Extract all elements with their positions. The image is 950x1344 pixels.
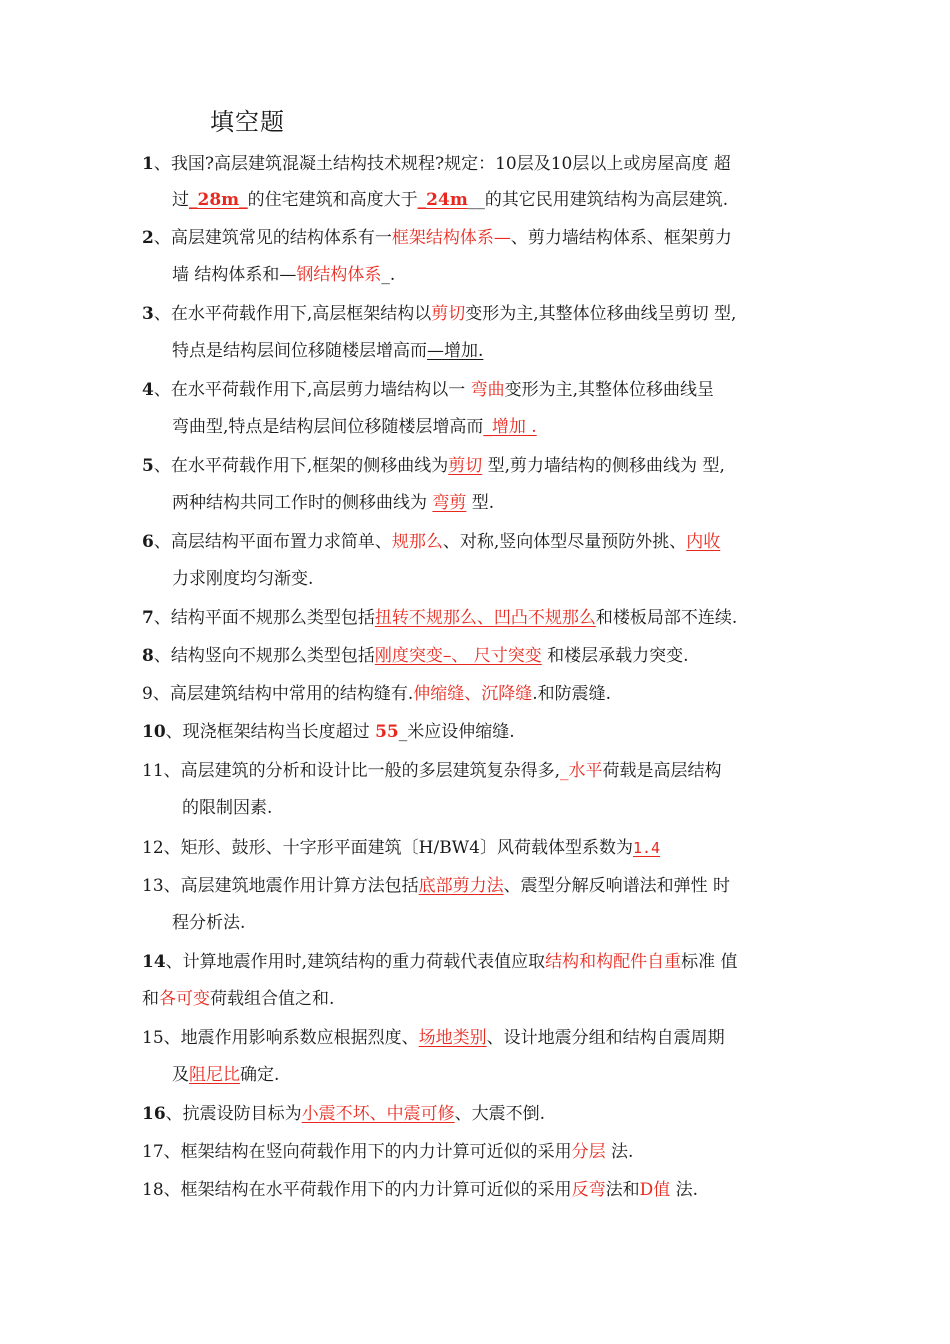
question-number: 2 [142, 228, 154, 248]
question-text: 过 [172, 190, 189, 210]
question-14-line-1 [142, 950, 737, 974]
answer-blank: 刚度突变–、 尺寸突变 [374, 646, 542, 666]
question-number: 8 [142, 646, 154, 666]
question-15-line-2 [172, 1063, 279, 1087]
question-1-line-1 [142, 152, 731, 176]
question-text: 及 [172, 1065, 189, 1085]
question-18-line-1 [142, 1178, 698, 1202]
question-text: 确定. [240, 1065, 280, 1085]
question-text: 、抗震设防目标为 [165, 1104, 302, 1124]
question-text: 、高层建筑结构中常用的结构缝有. [152, 684, 414, 704]
question-2-line-1 [142, 226, 732, 250]
answer-blank: 底部剪力法 [418, 876, 504, 896]
answer-blank: 反弯 [571, 1180, 606, 1200]
question-text: 、在水平荷载作用下,高层剪力墙结构以一 [153, 380, 471, 400]
question-1-line-2 [172, 188, 728, 212]
question-text: 墙 结构体系和— [172, 265, 297, 285]
question-text: 法. [605, 1142, 634, 1162]
answer-blank: _增加 . [483, 417, 537, 437]
answer-blank: _24m [417, 190, 468, 210]
question-text: 力求刚度均匀渐变. [172, 569, 314, 589]
question-text: 、我国?高层建筑混凝土结构技术规程?规定：10层及10层以上或房屋高度 超 [153, 154, 731, 174]
answer-blank: 伸缩缝、沉降缝 [413, 684, 533, 704]
question-text: 、在水平荷载作用下,高层框架结构以 [153, 304, 432, 324]
answer-blank: 阻尼比 [189, 1065, 240, 1085]
question-text: _. [381, 265, 396, 285]
question-text: 和 [142, 989, 159, 1009]
answer-blank: 弯曲 [470, 380, 505, 400]
question-text: 、震型分解反响谱法和弹性 时 [503, 876, 731, 896]
question-12-line-1 [142, 836, 660, 860]
answer-blank: 小震不坏、中震可修 [301, 1104, 455, 1124]
question-text: 荷载是高层结构 [602, 761, 722, 781]
question-text: 、设计地震分组和结构自震周期 [486, 1028, 725, 1048]
question-text: 、高层建筑地震作用计算方法包括 [163, 876, 419, 896]
question-number: 14 [142, 952, 166, 972]
question-number: 13 [142, 876, 164, 896]
question-number: 12 [142, 838, 164, 858]
question-text: 、高层结构平面布置力求简单、 [153, 532, 392, 552]
question-text: 、大震不倒. [454, 1104, 546, 1124]
question-text: 和楼板局部不连续. [595, 608, 738, 628]
question-text: 型,剪力墙结构的侧移曲线为 型, [482, 456, 725, 476]
question-text: 、结构平面不规那么类型包括 [153, 608, 375, 628]
question-text: 、剪力墙结构体系、框架剪力 [510, 228, 732, 248]
question-text: 变形为主,其整体位移曲线呈 [504, 380, 715, 400]
question-3-line-1 [142, 302, 736, 326]
answer-blank: _水平 [560, 761, 603, 781]
question-text: 、计算地震作用时,建筑结构的重力荷载代表值应取 [165, 952, 546, 972]
question-16-line-1 [142, 1102, 545, 1126]
question-text: 标准 值 [681, 952, 738, 972]
question-text: 荷载组合值之和. [210, 989, 335, 1009]
answer-blank: 分层 [571, 1142, 606, 1162]
answer-blank: 内收 [686, 532, 721, 552]
answer-blank: 55 [375, 722, 399, 742]
question-number: 7 [142, 608, 154, 628]
answer-blank: 弯剪 [432, 493, 467, 513]
question-number: 9 [142, 684, 153, 704]
question-number: 17 [142, 1142, 164, 1162]
question-text: 程分析法. [172, 913, 246, 933]
question-text: 弯曲型,特点是结构层间位移随楼层增高而 [172, 417, 484, 437]
question-text: 、在水平荷载作用下,框架的侧移曲线为 [153, 456, 449, 476]
question-text: 、矩形、鼓形、十字形平面建筑〔H/BW4〕风荷载体型系数为 [163, 838, 633, 858]
question-number: 10 [142, 722, 166, 742]
question-5-line-2 [172, 491, 494, 515]
question-text: 、对称,竖向体型尽量预防外挑、 [442, 532, 687, 552]
question-text: 、高层建筑的分析和设计比一般的多层建筑复杂得多, [163, 761, 561, 781]
question-14-line-2 [142, 987, 334, 1011]
question-text: 两种结构共同工作时的侧移曲线为 [172, 493, 433, 513]
question-number: 16 [142, 1104, 166, 1124]
question-6-line-2 [172, 567, 313, 591]
answer-blank: 规那么 [391, 532, 443, 552]
question-11-line-1 [142, 759, 722, 783]
answer-blank: 剪切 [431, 304, 466, 324]
question-text: 变形为主,其整体位移曲线呈剪切 型, [465, 304, 737, 324]
answer-blank: _28m_ [189, 190, 248, 210]
answer-blank: 1.4 [632, 839, 661, 857]
question-11-line-2 [182, 796, 272, 820]
question-13-line-1 [142, 874, 730, 898]
question-text: 、地震作用影响系数应根据烈度、 [163, 1028, 419, 1048]
question-text: 的限制因素. [182, 798, 273, 818]
question-number: 18 [142, 1180, 164, 1200]
question-6-line-1 [142, 530, 720, 554]
question-15-line-1 [142, 1026, 725, 1050]
question-number: 5 [142, 456, 154, 476]
question-number: 4 [142, 380, 154, 400]
question-text: .和防震缝. [532, 684, 612, 704]
answer-blank: —增加. [427, 341, 484, 361]
question-number: 6 [142, 532, 154, 552]
question-8-line-1 [142, 644, 689, 668]
question-text: __的其它民用建筑结构为高层建筑. [467, 190, 729, 210]
question-text: 法. [670, 1180, 699, 1200]
question-text: 、框架结构在水平荷载作用下的内力计算可近似的采用 [163, 1180, 572, 1200]
question-number: 1 [142, 154, 154, 174]
answer-blank: 钢结构体系 [296, 265, 382, 285]
question-text: 和楼层承载力突变. [541, 646, 689, 666]
question-text: 的住宅建筑和高度大于 [247, 190, 418, 210]
question-3-line-2 [172, 339, 483, 363]
question-17-line-1 [142, 1140, 633, 1164]
question-text: 型. [466, 493, 495, 513]
answer-blank: D值 [639, 1180, 671, 1200]
answer-blank: 框架结构体系— [391, 228, 511, 248]
question-4-line-2 [172, 415, 537, 439]
question-4-line-1 [142, 378, 714, 402]
question-13-line-2 [172, 911, 245, 935]
question-text: _米应设伸缩缝. [398, 722, 515, 742]
question-text: 、框架结构在竖向荷载作用下的内力计算可近似的采用 [163, 1142, 572, 1162]
question-text: 、现浇框架结构当长度超过 [165, 722, 376, 742]
answer-blank: 各可变 [159, 989, 210, 1009]
answer-blank: 结构和构配件自重 [545, 952, 682, 972]
question-9-line-1 [142, 682, 611, 706]
question-number: 11 [142, 761, 164, 781]
question-text: 、结构竖向不规那么类型包括 [153, 646, 375, 666]
question-2-line-2 [172, 263, 395, 287]
question-text: 、高层建筑常见的结构体系有一 [153, 228, 392, 248]
question-7-line-1 [142, 606, 737, 630]
question-number: 3 [142, 304, 154, 324]
page-title: 填空题 [210, 108, 285, 136]
question-text: 法和 [605, 1180, 640, 1200]
question-5-line-1 [142, 454, 725, 478]
question-10-line-1 [142, 720, 515, 744]
answer-blank: 扭转不规那么、凹凸不规那么 [374, 608, 596, 628]
question-number: 15 [142, 1028, 164, 1048]
question-text: 特点是结构层间位移随楼层增高而 [172, 341, 427, 361]
answer-blank: 剪切 [448, 456, 483, 476]
answer-blank: 场地类别 [418, 1028, 487, 1048]
